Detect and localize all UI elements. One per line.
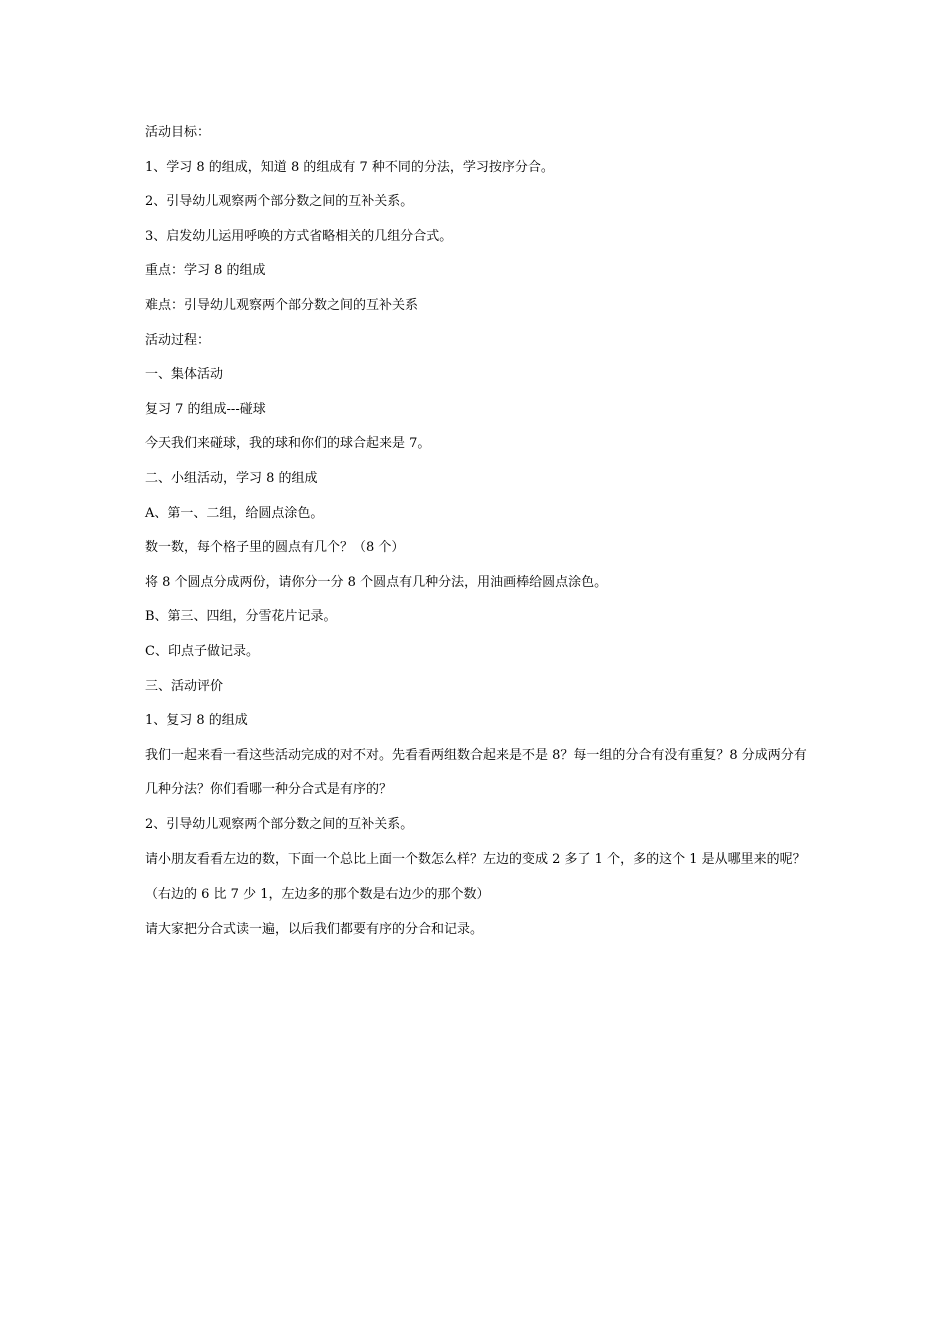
paragraph-ball-game: 今天我们来碰球，我的球和你们的球合起来是 7。 [145,436,431,452]
paragraph-goal-3: 3、启发幼儿运用呼唤的方式省略相关的几组分合式。 [145,228,453,244]
paragraph-goal-2: 2、引导幼儿观察两个部分数之间的互补关系。 [145,194,414,210]
paragraph-group-c: C、印点子做记录。 [145,643,259,659]
paragraph-left-numbers: 请小朋友看看左边的数，下面一个总比上面一个数怎么样？左边的变成 2 多了 1 个，多的这个 1 是从哪里来的呢？（右边的 6 比 7 少 1，左边多的那个数是右边少的那个数） [145,852,806,902]
paragraph-review-7: 复习 7 的组成---碰球 [145,401,266,417]
paragraph-goal-1: 1、学习 8 的组成，知道 8 的组成有 7 种不同的分法，学习按序分合。 [145,159,554,175]
paragraph-group-a: A、第一、二组，给圆点涂色。 [145,505,324,521]
paragraph-review-8: 1、复习 8 的组成 [145,713,248,729]
paragraph-process-heading: 活动过程： [145,332,211,348]
paragraph-split-dots: 将 8 个圆点分成两份，请你分一分 8 个圆点有几种分法，用油画棒给圆点涂色。 [145,574,608,590]
paragraph-key-point: 重点：学习 8 的组成 [145,263,266,279]
paragraph-read-aloud: 请大家把分合式读一遍，以后我们都要有序的分合和记录。 [145,921,484,937]
paragraph-goals-heading: 活动目标： [145,125,211,140]
paragraph-difficulty: 难点：引导幼儿观察两个部分数之间的互补关系 [145,297,419,313]
paragraph-count-dots: 数一数，每个格子里的圆点有几个？（8 个） [145,540,405,556]
paragraph-observe-complement: 2、引导幼儿观察两个部分数之间的互补关系。 [145,817,414,833]
paragraph-section-3: 三、活动评价 [145,678,224,694]
paragraph-group-b: B、第三、四组，分雪花片记录。 [145,609,337,625]
paragraph-section-2: 二、小组活动，学习 8 的组成 [145,470,318,486]
document-body [145,124,810,955]
paragraph-section-1: 一、集体活动 [145,367,224,383]
paragraph-check-together: 我们一起来看一看这些活动完成的对不对。先看看两组数合起来是不是 8？每一组的分合有没有重复？8 分成两分有几种分法？你们看哪一种分合式是有序的？ [145,747,807,798]
